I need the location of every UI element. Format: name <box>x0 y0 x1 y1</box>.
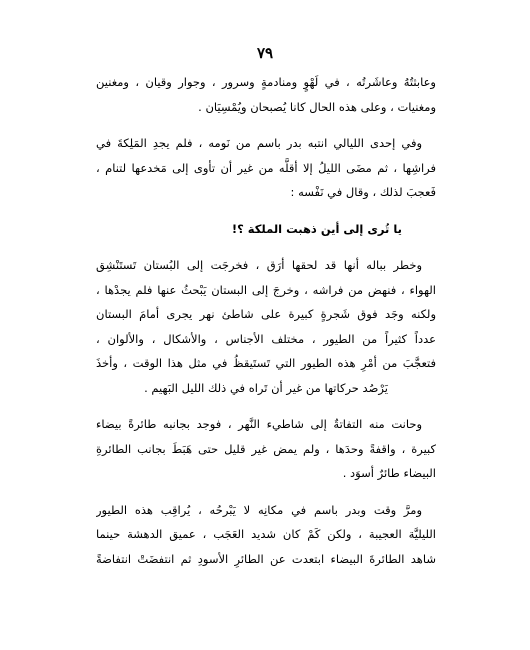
text-line: ومرَّ وقت وبدر باسم في مكانِه لا يَبْرحُه ، يُراقِب هذه الطيور <box>96 502 422 517</box>
text-line: ومغنيات ، وعلى هذه الحال كانا يُصبحان ويُمْسِيَان . <box>198 99 436 114</box>
paragraph-3 <box>96 253 436 400</box>
text-line: فَعجبَ لذلك ، وقال في نَفْسه : <box>290 185 436 199</box>
text-line: ولكنه وجَد فوق شَجرةٍ كبيرة على شاطئ نهر يجرى أمامَ البستان <box>96 307 436 321</box>
text-line: الليليَّة العجيبة ، ولكن كَمْ كان شديد العَجَب ، عميق الدهشة حينما <box>96 527 436 541</box>
paragraph-1 <box>96 70 436 119</box>
paragraph-2 <box>96 131 436 205</box>
text-line: يَرْصُد حركاتها من غير أن تَراه في ذلك الليل البَهيم . <box>144 380 388 395</box>
text-line: كبيرة ، واقفةً وحدَها ، ولم يمض غير قليل حتى هَبَطَ بجانب الطائرةِ <box>96 441 436 456</box>
text-line: وحانت منه التفاتةٌ إلى شاطيء النَّهر ، فوجد بجانبه طائرةً بيضاء <box>96 417 422 431</box>
text-line: الهواء ، فنهض من فراشه ، وخرجَ إلى البستان يَبْحثُ عنها فلم يجدْها ، <box>96 282 436 297</box>
text-line: فتعجَّبَ من أمْرِ هذه الطيور التي تَستَيقظُ في مثل هذا الوقت ، وأخذَ <box>96 356 436 370</box>
text-line: عدداً كثيراً من الطيور ، مختلف الأجناس ، والأشكال ، والألوان ، <box>96 331 436 346</box>
text-line: وعابثتُهُ وعاشَرتُه ، في لَهْوٍ ومنادمةٍ وسرور ، وجوار وقيان ، ومغنين <box>96 75 436 89</box>
page-body <box>96 70 436 583</box>
paragraph-5 <box>96 498 436 572</box>
text-line: شاهد الطائرةَ البيضاء ابتعدت عن الطائرِ الأسودِ ثم انتفضَتْ انتفاضةً <box>96 551 436 566</box>
text-line: البيضاء طائرٌ أسوَد . <box>342 466 436 480</box>
text-line: وفي إحدى الليالي انتبه بدر باسم من نَومه ، فلم يجدِ المَلِكةَ في <box>96 136 422 150</box>
paragraph-4 <box>96 412 436 486</box>
page-number: ٧٩ <box>256 44 274 62</box>
inner-question: يا تُرى إلى أين ذهبت الملكة ؟! <box>231 221 402 236</box>
text-line: وخطر بباله أنها قد لحقها أرَق ، فخرجَت إلى البُستان تَستَنْشِق <box>96 258 422 272</box>
text-line: فراشِها ، ثم مضَى الليلُ إلا أقلَّه من غير أن تأوى إلى مَخدعها لتنام ، <box>96 160 436 175</box>
